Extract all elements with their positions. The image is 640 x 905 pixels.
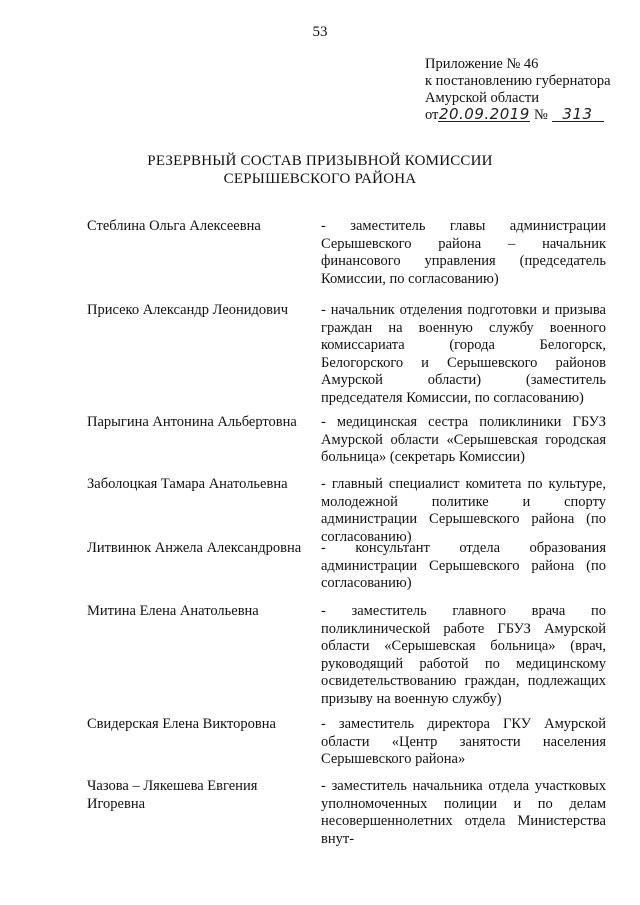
appendix-region: Амурской области: [425, 90, 539, 106]
member-role: - заместитель главы администрации Серышевского района – начальник финансового управления (председатель Комиссии, по согласованию): [321, 218, 606, 287]
member-role: - начальник отделения подготовки и призыва граждан на военную службу военного комиссариата (города Белогорск, Белогорского и Серышевского районов Амурской области) (заместитель председателя Комиссии, по согласованию): [321, 302, 606, 406]
member-name: Парыгина Антонина Альбертовна: [87, 414, 297, 430]
page-number: 53: [312, 24, 328, 40]
handwritten-date: 20.09.2019: [438, 105, 530, 123]
member-role: - заместитель главного врача по поликлинической работе ГБУЗ Амурской области «Серышевская больница» (врач, руководящий работой по медицинскому освидетельствованию граждан, подлежащих призыву на военную службу): [321, 603, 606, 707]
appendix-date-line: [425, 107, 625, 124]
handwritten-number: 313: [552, 107, 604, 122]
title-line-2: СЕРЫШЕВСКОГО РАЙОНА: [223, 171, 417, 187]
member-name: Чазова – Лякешева Евгения Игоревна: [87, 778, 258, 812]
member-name: Литвинюк Анжела Александровна: [87, 540, 302, 556]
member-role: - заместитель директора ГКУ Амурской области «Центр занятости населения Серышевского района»: [321, 716, 606, 767]
member-name: Заболоцкая Тамара Анатольевна: [87, 476, 288, 492]
member-name: Свидерская Елена Викторовна: [87, 716, 276, 732]
member-name: Митина Елена Анатольевна: [87, 603, 259, 619]
document-title: [0, 152, 640, 188]
member-role: - консультант отдела образования администрации Серышевского района (по согласованию): [321, 540, 606, 591]
member-name: Стеблина Ольга Алексеевна: [87, 218, 261, 234]
date-prefix: от: [425, 107, 439, 123]
appendix-decree: к постановлению губернатора: [425, 73, 611, 89]
member-role: - главный специалист комитета по культуре, молодежной политике и спорту администрации Серышевского района (по согласованию): [321, 476, 606, 545]
title-line-1: РЕЗЕРВНЫЙ СОСТАВ ПРИЗЫВНОЙ КОМИССИИ: [147, 153, 493, 169]
number-prefix: №: [534, 107, 548, 123]
appendix-block: [425, 56, 625, 124]
member-name: Присеко Александр Леонидович: [87, 302, 289, 318]
member-role: - заместитель начальника отдела участковых уполномоченных полиции и по делам несовершеннолетних отдела Министерства внут-: [321, 778, 606, 847]
member-role: - медицинская сестра поликлиники ГБУЗ Амурской области «Серышевская городская больница» (секретарь Комиссии): [321, 414, 606, 465]
appendix-title: Приложение № 46: [425, 56, 539, 72]
